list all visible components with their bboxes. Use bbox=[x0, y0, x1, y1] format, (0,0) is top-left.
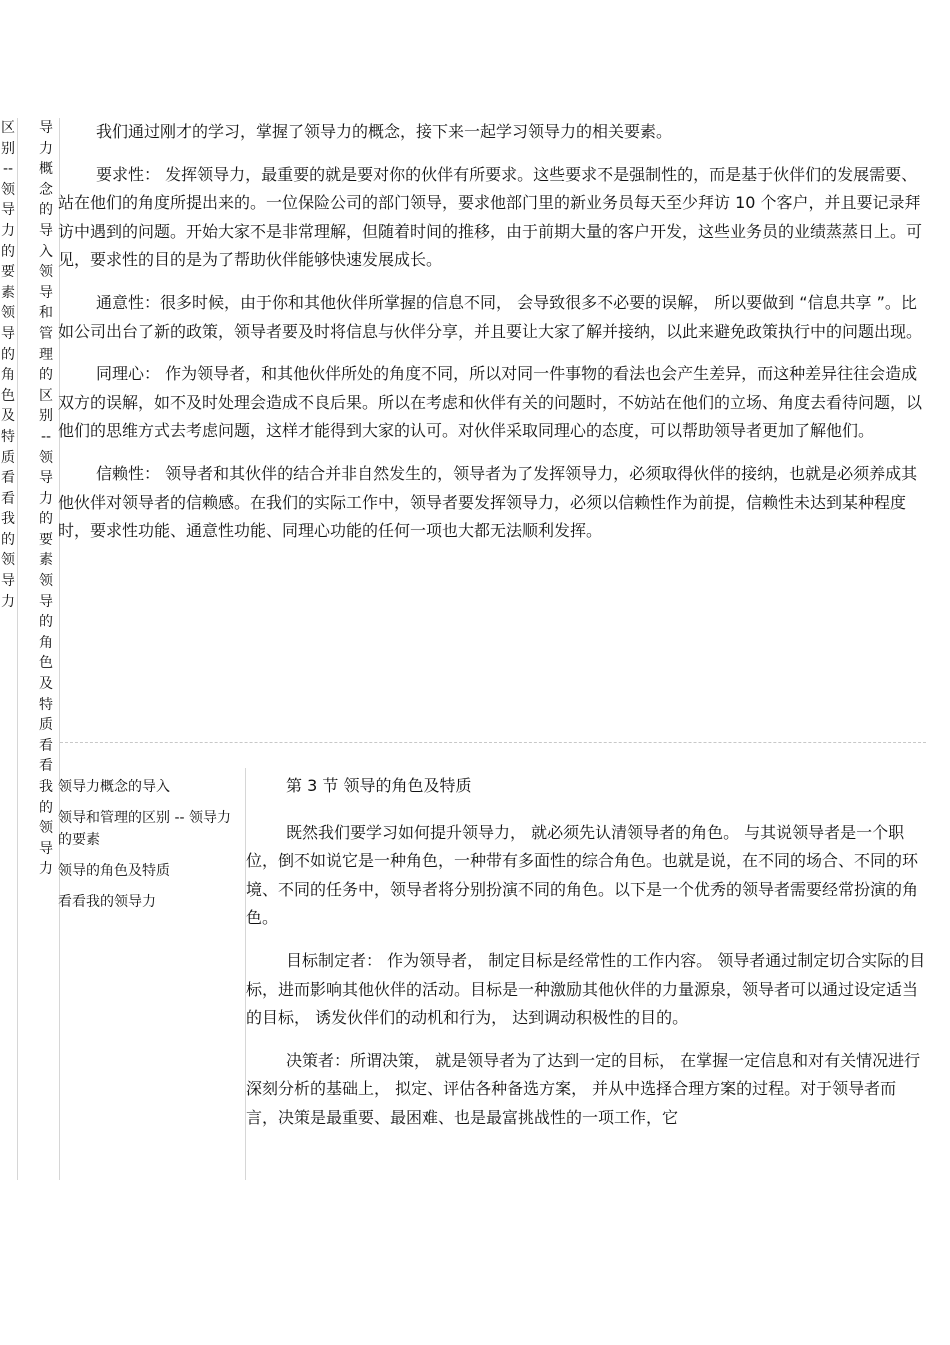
section-divider bbox=[60, 742, 926, 743]
vertical-char: 要 bbox=[39, 531, 53, 548]
vertical-char: 及 bbox=[1, 408, 15, 425]
toc-item-role[interactable]: 领导的角色及特质 bbox=[58, 863, 170, 879]
vertical-char: 质 bbox=[39, 717, 53, 734]
left-vertical-divider-1 bbox=[17, 118, 18, 1180]
vertical-char: 角 bbox=[1, 367, 15, 384]
vertical-char: 导 bbox=[1, 202, 15, 219]
vertical-char: 及 bbox=[39, 676, 53, 693]
vertical-char: 看 bbox=[1, 470, 15, 487]
vertical-char: 角 bbox=[39, 634, 53, 651]
vertical-char: 色 bbox=[1, 387, 15, 404]
vertical-char: 领 bbox=[1, 305, 15, 322]
vertical-char: 入 bbox=[39, 243, 53, 260]
vertical-char: 力 bbox=[39, 490, 53, 507]
vertical-char: 领 bbox=[39, 449, 53, 466]
vertical-char: 领 bbox=[39, 264, 53, 281]
toc-item-concept[interactable]: 领导力概念的导入 bbox=[58, 779, 170, 795]
section-paragraph-goal-setter: 目标制定者： 作为领导者， 制定目标是经常性的工作内容。 领导者通过制定切合实际的目标，进而影响其他伙伴的活动。目标是一种激励其他伙伴的力量源泉，领导者可以通过设定适当的目标， 诱发伙伴们的动机和行为， 达到调动积极性的目的。 bbox=[246, 950, 926, 1028]
vertical-char: 的 bbox=[1, 531, 15, 548]
vertical-char: -- bbox=[40, 428, 52, 445]
section-paragraph-decision-maker: 决策者：所谓决策， 就是领导者为了达到一定的目标， 在掌握一定信息和对有关情况进行深刻分析的基础上， 拟定、评估各种备选方案， 并从中选择合理方案的过程。对于领导者而言，决策是最重要、最困难、也是最富挑战性的一项工作，它 bbox=[246, 1050, 921, 1127]
vertical-char: 的 bbox=[1, 243, 15, 260]
vertical-char: 素 bbox=[39, 552, 53, 569]
main-text-block bbox=[58, 118, 930, 560]
toc-item-self[interactable]: 看看我的领导力 bbox=[58, 894, 156, 910]
section-paragraph-intro: 既然我们要学习如何提升领导力， 就必须先认清领导者的角色。 与其说领导者是一个职位，倒不如说它是一种角色，一种带有多面性的综合角色。也就是说，在不同的场合、不同的环境、不同的任务中，领导者将分别扮演不同的角色。以下是一个优秀的领导者需要经常扮演的角色。 bbox=[246, 822, 919, 928]
vertical-char: 领 bbox=[39, 573, 53, 590]
vertical-char: 力 bbox=[39, 140, 53, 157]
vertical-char: 领 bbox=[1, 181, 15, 198]
vertical-char: 别 bbox=[39, 408, 53, 425]
vertical-char: 念 bbox=[39, 181, 53, 198]
vertical-char: 看 bbox=[39, 737, 53, 754]
main-paragraph-trust: 信赖性： 领导者和其伙伴的结合并非自然发生的，领导者为了发挥领导力，必须取得伙伴的接纳，也就是必须养成其他伙伴对领导者的信赖感。在我们的实际工作中，领导者要发挥领导力，必须以信赖性作为前提，信赖性未达到某种程度时，要求性功能、通意性功能、同理心功能的任何一项也大都无法顺利发挥。 bbox=[58, 463, 918, 541]
vertical-char: 理 bbox=[39, 346, 53, 363]
main-paragraph-requirement: 要求性： 发挥领导力，最重要的就是要对你的伙伴有所要求。这些要求不是强制性的，而是基于伙伴们的发展需要、站在他们的角度所提出来的。一位保险公司的部门领导，要求他部门里的新业务员每天至少拜访 10 个客户，并且要记录拜访中遇到的问题。开始大家不是非常理解，但随着时间的推移，由于前期大量的客户开发，这些业务员的业绩蒸蒸日上。可见，要求性的目的是为了帮助伙伴能够快速发展成长。 bbox=[58, 164, 923, 270]
main-paragraph-empathy: 同理心： 作为领导者，和其他伙伴所处的角度不同，所以对同一件事物的看法也会产生差异，而这种差异往往会造成双方的误解，如不及时处理会造成不良后果。所以在考虑和伙伴有关的问题时，不妨站在他们的立场、角度去看待问题，以他们的思维方式去考虑问题，这样才能得到大家的认可。对伙伴采取同理心的态度，可以帮助领导者更加了解他们。 bbox=[58, 364, 923, 441]
vertical-char: 区 bbox=[39, 387, 53, 404]
vertical-char: 力 bbox=[1, 222, 15, 239]
section-content bbox=[246, 772, 928, 1147]
vertical-char: 我 bbox=[1, 511, 15, 528]
main-paragraph-intro: 我们通过刚才的学习，掌握了领导力的概念，接下来一起学习领导力的相关要素。 bbox=[96, 122, 673, 141]
vertical-char: 导 bbox=[39, 840, 53, 857]
vertical-char: -- bbox=[2, 161, 14, 178]
toc-list bbox=[58, 776, 244, 922]
left-vertical-nav-1 bbox=[0, 118, 16, 612]
vertical-char: 素 bbox=[1, 284, 15, 301]
section-heading: 第 3 节 领导的角色及特质 bbox=[286, 776, 472, 795]
vertical-char: 力 bbox=[1, 593, 15, 610]
vertical-char: 领 bbox=[39, 820, 53, 837]
vertical-char: 的 bbox=[39, 367, 53, 384]
vertical-char: 导 bbox=[39, 284, 53, 301]
vertical-char: 看 bbox=[1, 490, 15, 507]
vertical-char: 区 bbox=[1, 120, 15, 136]
vertical-char: 质 bbox=[1, 449, 15, 466]
vertical-char: 特 bbox=[39, 696, 53, 713]
vertical-char: 的 bbox=[39, 614, 53, 631]
vertical-char: 领 bbox=[1, 552, 15, 569]
vertical-char: 特 bbox=[1, 428, 15, 445]
vertical-char: 看 bbox=[39, 758, 53, 775]
vertical-char: 导 bbox=[39, 120, 53, 136]
vertical-char: 我 bbox=[39, 779, 53, 795]
vertical-char: 导 bbox=[39, 222, 53, 239]
vertical-char: 和 bbox=[39, 305, 53, 322]
vertical-char: 力 bbox=[39, 861, 53, 878]
toc-item-difference[interactable]: 领导和管理的区别 -- 领导力的要素 bbox=[58, 810, 232, 848]
vertical-char: 的 bbox=[39, 202, 53, 219]
main-paragraph-communication: 通意性：很多时候，由于你和其他伙伴所掌握的信息不同， 会导致很多不必要的误解， 所以要做到 “信息共享 ”。比如公司出台了新的政策，领导者要及时将信息与伙伴分享，并且要让大家了解并接纳，以此来避免政策执行中的问题出现。 bbox=[58, 292, 923, 341]
vertical-char: 导 bbox=[1, 573, 15, 590]
vertical-char: 要 bbox=[1, 264, 15, 281]
vertical-char: 别 bbox=[1, 140, 15, 157]
vertical-char: 概 bbox=[39, 161, 53, 178]
vertical-char: 导 bbox=[39, 593, 53, 610]
vertical-char: 的 bbox=[39, 799, 53, 816]
vertical-char: 色 bbox=[39, 655, 53, 672]
vertical-char: 导 bbox=[1, 325, 15, 342]
left-vertical-nav-2 bbox=[38, 118, 54, 880]
vertical-char: 导 bbox=[39, 470, 53, 487]
vertical-char: 管 bbox=[39, 325, 53, 342]
vertical-char: 的 bbox=[1, 346, 15, 363]
vertical-char: 的 bbox=[39, 511, 53, 528]
